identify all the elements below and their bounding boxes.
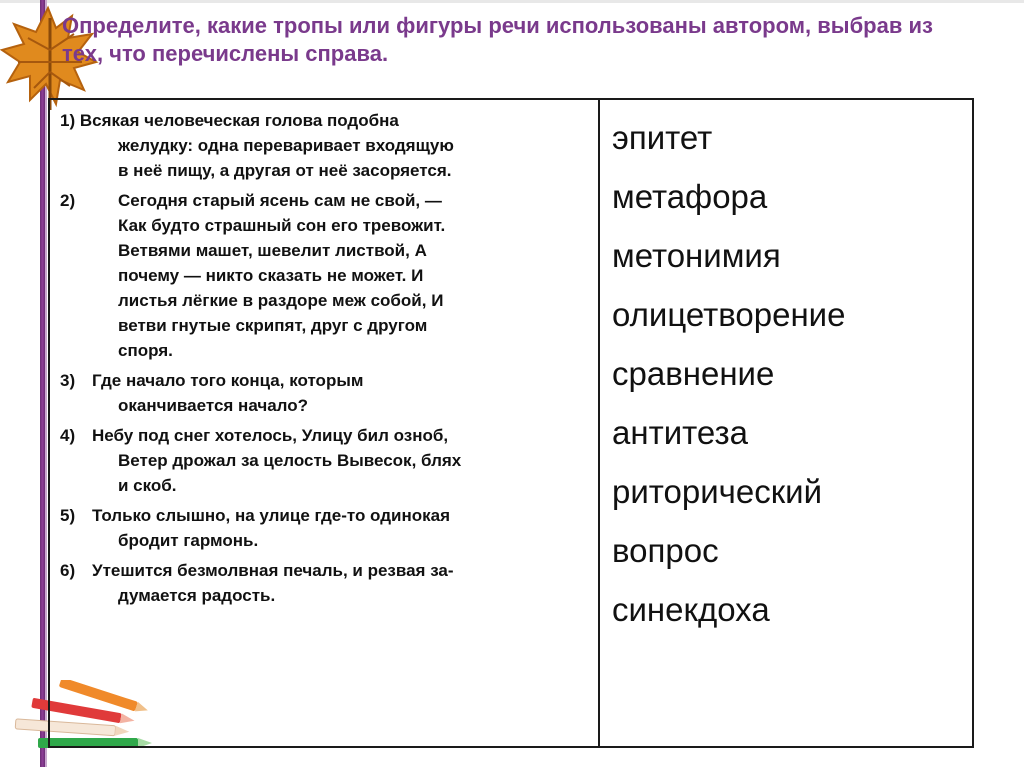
example-number: 2) (60, 191, 76, 210)
terms-list (612, 108, 962, 639)
example-item (60, 108, 590, 133)
example-line: листья лёгкие в раздоре меж собой, И (118, 291, 444, 310)
example-item (60, 368, 590, 393)
example-line: Ветер дрожал за целость Вывесок, блях (118, 451, 462, 470)
example-line: Как будто страшный сон его тревожит. (118, 216, 446, 235)
example-line: и скоб. (118, 476, 177, 495)
example-line: Только слышно, на улице где-то одинокая (92, 506, 450, 525)
example-line: думается радость. (118, 586, 276, 605)
top-rule (0, 0, 1024, 3)
example-number: 1) (60, 111, 76, 130)
examples-cell (60, 108, 590, 613)
example-line: споря. (118, 341, 173, 360)
example-line: оканчивается начало? (118, 396, 309, 415)
term-item: метонимия (612, 237, 781, 274)
term-item: вопрос (612, 532, 719, 569)
table-column-divider (598, 98, 600, 748)
example-line: Утешится безмолвная печаль, и резвая за- (92, 561, 454, 580)
example-item-continuation (60, 528, 590, 553)
example-item (60, 188, 590, 213)
term-item: эпитет (612, 119, 713, 156)
term-item: антитеза (612, 414, 748, 451)
example-line: в неё пищу, а другая от неё засоряется. (118, 161, 452, 180)
term-item: синекдоха (612, 591, 770, 628)
example-number: 5) (60, 506, 76, 525)
example-line: ветви гнутые скрипят, друг с другом (118, 316, 428, 335)
example-item-continuation (60, 133, 590, 183)
example-number: 3) (60, 371, 76, 390)
example-line: бродит гармонь. (118, 531, 259, 550)
example-line: Где начало того конца, которым (92, 371, 364, 390)
example-line: Небу под снег хотелось, Улицу бил озноб, (92, 426, 449, 445)
example-number: 4) (60, 426, 76, 445)
example-item (60, 558, 590, 583)
page-title: Определите, какие тропы или фигуры речи использованы автором, выбрав из тех, что перечислены справа. (62, 13, 933, 66)
example-line: желудку: одна переваривает входящую (118, 136, 454, 155)
term-item: метафора (612, 178, 768, 215)
example-line: Ветвями машет, шевелит листвой, А (118, 241, 427, 260)
example-line: Сегодня старый ясень сам не свой, — (118, 191, 442, 210)
example-item-continuation (60, 393, 590, 418)
example-item-continuation (60, 583, 590, 608)
example-item (60, 423, 590, 448)
example-line: почему — никто сказать не может. И (118, 266, 424, 285)
term-item: олицетворение (612, 296, 846, 333)
example-item-continuation (60, 448, 590, 498)
example-line: Всякая человеческая голова подобна (79, 111, 399, 130)
example-item-continuation (60, 213, 590, 363)
example-number: 6) (60, 561, 76, 580)
term-item: риторический (612, 473, 823, 510)
term-item: сравнение (612, 355, 775, 392)
example-item (60, 503, 590, 528)
